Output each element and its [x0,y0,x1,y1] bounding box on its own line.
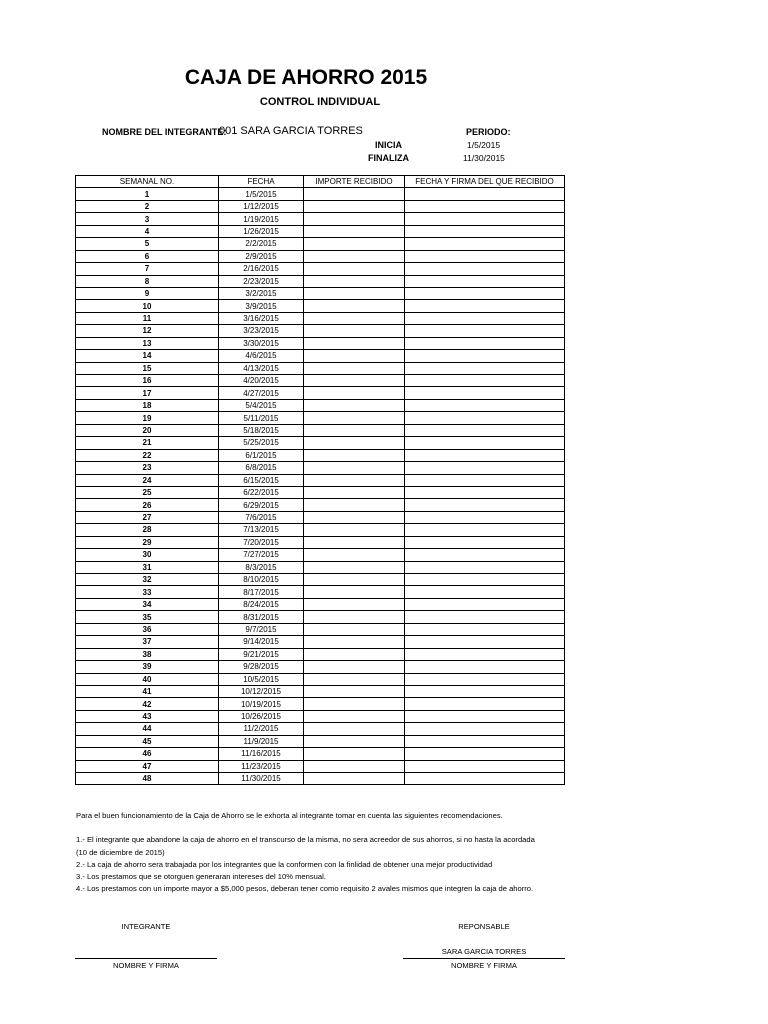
table-row [76,574,565,586]
week-number-cell: 43 [76,710,219,722]
amount-cell[interactable] [304,238,405,250]
date-cell: 10/5/2015 [219,673,304,685]
date-cell: 7/20/2015 [219,536,304,548]
table-row [76,424,565,436]
table-row [76,449,565,461]
table-row [76,748,565,760]
savings-table [75,175,565,785]
date-cell: 7/27/2015 [219,549,304,561]
signature-cell[interactable] [405,661,565,673]
document-title: CAJA DE AHORRO 2015 [184,66,428,89]
start-label: INICIA [375,140,402,150]
date-cell: 11/16/2015 [219,748,304,760]
week-number-cell: 14 [76,350,219,362]
table-row [76,200,565,212]
week-number-cell: 46 [76,748,219,760]
date-cell: 1/12/2015 [219,200,304,212]
signature-cell[interactable] [405,300,565,312]
week-number-cell: 25 [76,486,219,498]
table-row [76,250,565,262]
table-row [76,636,565,648]
date-cell: 11/30/2015 [219,773,304,785]
table-row [76,300,565,312]
table-row [76,661,565,673]
table-row [76,710,565,722]
table-row [76,474,565,486]
amount-cell[interactable] [304,636,405,648]
signature-cell[interactable] [405,312,565,324]
date-cell: 11/23/2015 [219,760,304,772]
amount-cell[interactable] [304,200,405,212]
date-cell: 9/21/2015 [219,648,304,660]
signature-cell[interactable] [405,698,565,710]
week-number-cell: 30 [76,549,219,561]
amount-cell[interactable] [304,362,405,374]
signature-cell[interactable] [405,549,565,561]
week-number-cell: 1 [76,188,219,200]
table-row [76,685,565,697]
week-number-cell: 32 [76,574,219,586]
table-row [76,325,565,337]
date-cell: 4/27/2015 [219,387,304,399]
week-number-cell: 41 [76,685,219,697]
table-row [76,462,565,474]
signature-cell[interactable] [405,412,565,424]
amount-cell[interactable] [304,437,405,449]
date-cell: 10/19/2015 [219,698,304,710]
week-number-cell: 35 [76,611,219,623]
column-header-signature: FECHA Y FIRMA DEL QUE RECIBIDO [405,176,565,188]
week-number-cell: 48 [76,773,219,785]
week-number-cell: 5 [76,238,219,250]
amount-cell[interactable] [304,499,405,511]
amount-cell[interactable] [304,486,405,498]
table-row [76,486,565,498]
amount-cell[interactable] [304,387,405,399]
amount-cell[interactable] [304,213,405,225]
date-cell: 5/4/2015 [219,399,304,411]
amount-cell[interactable] [304,586,405,598]
week-number-cell: 28 [76,524,219,536]
date-cell: 6/22/2015 [219,486,304,498]
week-number-cell: 39 [76,661,219,673]
date-cell: 3/23/2015 [219,325,304,337]
week-number-cell: 16 [76,375,219,387]
signature-cell[interactable] [405,462,565,474]
table-row [76,586,565,598]
week-number-cell: 3 [76,213,219,225]
signature-cell[interactable] [405,486,565,498]
signature-cell[interactable] [405,275,565,287]
table-row [76,598,565,610]
date-cell: 10/26/2015 [219,710,304,722]
date-cell: 2/16/2015 [219,263,304,275]
date-cell: 6/8/2015 [219,462,304,474]
week-number-cell: 40 [76,673,219,685]
amount-cell[interactable] [304,574,405,586]
week-number-cell: 13 [76,337,219,349]
date-cell: 5/11/2015 [219,412,304,424]
amount-cell[interactable] [304,536,405,548]
signature-cell[interactable] [405,188,565,200]
amount-cell[interactable] [304,698,405,710]
week-number-cell: 19 [76,412,219,424]
notes-section [76,810,542,896]
signature-left-title: INTEGRANTE [121,922,171,931]
week-number-cell: 12 [76,325,219,337]
amount-cell[interactable] [304,760,405,772]
signature-cell[interactable] [405,238,565,250]
table-row [76,387,565,399]
signature-cell[interactable] [405,586,565,598]
signature-cell[interactable] [405,387,565,399]
signature-cell[interactable] [405,263,565,275]
table-row [76,773,565,785]
table-row [76,549,565,561]
week-number-cell: 37 [76,636,219,648]
table-row [76,238,565,250]
table-row [76,536,565,548]
column-header-date: FECHA [219,176,304,188]
week-number-cell: 7 [76,263,219,275]
signature-cell[interactable] [405,748,565,760]
table-row [76,350,565,362]
table-row [76,375,565,387]
column-header-amount: IMPORTE RECIBIDO [304,176,405,188]
week-number-cell: 2 [76,200,219,212]
week-number-cell: 23 [76,462,219,474]
date-cell: 1/19/2015 [219,213,304,225]
week-number-cell: 33 [76,586,219,598]
signature-cell[interactable] [405,611,565,623]
signature-cell[interactable] [405,574,565,586]
amount-cell[interactable] [304,648,405,660]
amount-cell[interactable] [304,661,405,673]
date-cell: 8/31/2015 [219,611,304,623]
member-label: NOMBRE DEL INTEGRANTE: [102,127,227,137]
signature-cell[interactable] [405,536,565,548]
table-row [76,263,565,275]
table-row [76,312,565,324]
date-cell: 6/29/2015 [219,499,304,511]
amount-cell[interactable] [304,275,405,287]
amount-cell[interactable] [304,723,405,735]
signature-cell[interactable] [405,623,565,635]
amount-cell[interactable] [304,462,405,474]
amount-cell[interactable] [304,225,405,237]
table-row [76,362,565,374]
amount-cell[interactable] [304,549,405,561]
table-row [76,188,565,200]
date-cell: 11/9/2015 [219,735,304,747]
note-item: 3.- Los prestamos que se otorguen generaran intereses del 10% mensual. [76,872,326,882]
amount-cell[interactable] [304,449,405,461]
date-cell: 10/12/2015 [219,685,304,697]
table-row [76,275,565,287]
signature-right-line [403,958,565,959]
date-cell: 3/9/2015 [219,300,304,312]
member-value: 001 SARA GARCIA TORRES [219,125,363,137]
table-row [76,287,565,299]
amount-cell[interactable] [304,685,405,697]
date-cell: 9/14/2015 [219,636,304,648]
signature-cell[interactable] [405,287,565,299]
table-header-row [76,176,565,188]
signature-cell[interactable] [405,213,565,225]
amount-cell[interactable] [304,673,405,685]
signature-right-caption: NOMBRE Y FIRMA [451,961,517,970]
week-number-cell: 11 [76,312,219,324]
table-row [76,611,565,623]
week-number-cell: 36 [76,623,219,635]
date-cell: 2/23/2015 [219,275,304,287]
week-number-cell: 27 [76,511,219,523]
table-body [76,188,565,785]
table-row [76,648,565,660]
date-cell: 3/2/2015 [219,287,304,299]
signature-cell[interactable] [405,250,565,262]
signature-cell[interactable] [405,424,565,436]
date-cell: 9/7/2015 [219,623,304,635]
start-value: 1/5/2015 [467,140,501,150]
signature-cell[interactable] [405,561,565,573]
table-row [76,213,565,225]
table-row [76,698,565,710]
signature-cell[interactable] [405,524,565,536]
signature-cell[interactable] [405,474,565,486]
table-row [76,399,565,411]
amount-cell[interactable] [304,598,405,610]
week-number-cell: 24 [76,474,219,486]
amount-cell[interactable] [304,748,405,760]
date-cell: 6/1/2015 [219,449,304,461]
date-cell: 4/6/2015 [219,350,304,362]
week-number-cell: 22 [76,449,219,461]
date-cell: 5/25/2015 [219,437,304,449]
signature-cell[interactable] [405,399,565,411]
signature-cell[interactable] [405,362,565,374]
signature-cell[interactable] [405,200,565,212]
table-row [76,412,565,424]
week-number-cell: 47 [76,760,219,772]
date-cell: 6/15/2015 [219,474,304,486]
signature-cell[interactable] [405,350,565,362]
signature-left-line [75,958,217,959]
week-number-cell: 8 [76,275,219,287]
week-number-cell: 42 [76,698,219,710]
amount-cell[interactable] [304,375,405,387]
note-item: 4.- Los prestamos con un importe mayor a $5,000 pesos, deberan tener como requisito 2 avales mismos que integren la caja de ahorro. [76,884,534,894]
column-header-week: SEMANAL NO. [76,176,219,188]
signature-cell[interactable] [405,723,565,735]
week-number-cell: 9 [76,287,219,299]
date-cell: 8/17/2015 [219,586,304,598]
table-row [76,499,565,511]
signature-cell[interactable] [405,685,565,697]
date-cell: 4/20/2015 [219,375,304,387]
signature-cell[interactable] [405,710,565,722]
signature-cell[interactable] [405,636,565,648]
week-number-cell: 18 [76,399,219,411]
week-number-cell: 34 [76,598,219,610]
signature-cell[interactable] [405,325,565,337]
amount-cell[interactable] [304,287,405,299]
amount-cell[interactable] [304,263,405,275]
amount-cell[interactable] [304,710,405,722]
amount-cell[interactable] [304,735,405,747]
signature-cell[interactable] [405,511,565,523]
note-item: 1.- El integrante que abandone la caja de ahorro en el transcurso de la misma, no sera acreedor de sus ahorros, si no hasta la acordada (10 de diciembre de 2015) [76,835,535,857]
note-item: 2.- La caja de ahorro sera trabajada por los integrantes que la conformen con la finlidad de obtener una mejor productividad [76,859,493,869]
date-cell: 11/2/2015 [219,723,304,735]
amount-cell[interactable] [304,412,405,424]
date-cell: 7/6/2015 [219,511,304,523]
period-label: PERIODO: [466,127,511,137]
amount-cell[interactable] [304,337,405,349]
signature-left-caption: NOMBRE Y FIRMA [113,961,179,970]
date-cell: 2/9/2015 [219,250,304,262]
amount-cell[interactable] [304,312,405,324]
date-cell: 9/28/2015 [219,661,304,673]
amount-cell[interactable] [304,250,405,262]
week-number-cell: 29 [76,536,219,548]
amount-cell[interactable] [304,561,405,573]
date-cell: 8/3/2015 [219,561,304,573]
signature-cell[interactable] [405,648,565,660]
amount-cell[interactable] [304,399,405,411]
week-number-cell: 21 [76,437,219,449]
amount-cell[interactable] [304,474,405,486]
amount-cell[interactable] [304,511,405,523]
table-row [76,735,565,747]
signature-cell[interactable] [405,225,565,237]
table-row [76,760,565,772]
week-number-cell: 45 [76,735,219,747]
end-value: 11/30/2015 [463,153,505,163]
date-cell: 7/13/2015 [219,524,304,536]
week-number-cell: 10 [76,300,219,312]
signature-cell[interactable] [405,773,565,785]
week-number-cell: 31 [76,561,219,573]
end-label: FINALIZA [368,153,409,163]
signature-cell[interactable] [405,499,565,511]
amount-cell[interactable] [304,623,405,635]
signature-cell[interactable] [405,735,565,747]
week-number-cell: 44 [76,723,219,735]
week-number-cell: 20 [76,424,219,436]
date-cell: 2/2/2015 [219,238,304,250]
signature-cell[interactable] [405,673,565,685]
date-cell: 4/13/2015 [219,362,304,374]
amount-cell[interactable] [304,300,405,312]
table-row [76,337,565,349]
amount-cell[interactable] [304,350,405,362]
table-row [76,723,565,735]
signature-cell[interactable] [405,437,565,449]
week-number-cell: 6 [76,250,219,262]
amount-cell[interactable] [304,424,405,436]
table-row [76,623,565,635]
signature-right-name: SARA GARCIA TORRES [441,947,527,956]
date-cell: 3/30/2015 [219,337,304,349]
date-cell: 1/5/2015 [219,188,304,200]
date-cell: 8/10/2015 [219,574,304,586]
amount-cell[interactable] [304,773,405,785]
date-cell: 5/18/2015 [219,424,304,436]
table-row [76,437,565,449]
notes-intro: Para el buen funcionamiento de la Caja de Ahorro se le exhorta al integrante tomar en cuenta las siguientes recomendaciones. [76,811,503,820]
amount-cell[interactable] [304,611,405,623]
signature-cell[interactable] [405,375,565,387]
signature-cell[interactable] [405,337,565,349]
week-number-cell: 38 [76,648,219,660]
table-row [76,225,565,237]
week-number-cell: 15 [76,362,219,374]
signature-cell[interactable] [405,598,565,610]
document-subtitle: CONTROL INDIVIDUAL [259,96,381,108]
amount-cell[interactable] [304,325,405,337]
signature-cell[interactable] [405,449,565,461]
date-cell: 3/16/2015 [219,312,304,324]
amount-cell[interactable] [304,188,405,200]
table-row [76,524,565,536]
signature-cell[interactable] [405,760,565,772]
table-row [76,673,565,685]
week-number-cell: 17 [76,387,219,399]
week-number-cell: 26 [76,499,219,511]
date-cell: 8/24/2015 [219,598,304,610]
table-row [76,511,565,523]
week-number-cell: 4 [76,225,219,237]
table-row [76,561,565,573]
date-cell: 1/26/2015 [219,225,304,237]
amount-cell[interactable] [304,524,405,536]
signature-right-title: REPONSABLE [458,922,510,931]
